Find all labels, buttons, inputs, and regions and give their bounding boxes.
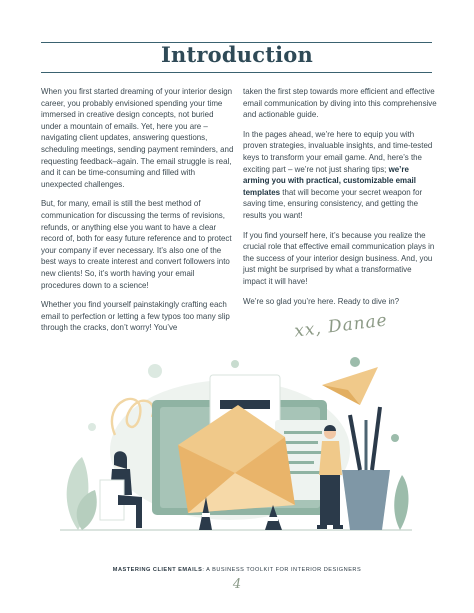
right-paragraph-2-bold: we’re arming you with practical, customizable email templates: [243, 164, 416, 197]
man-legs: [320, 475, 340, 525]
bg-dot: [391, 434, 399, 442]
footer-title: MASTERING CLIENT EMAILS: [112, 567, 203, 573]
left-paragraph-3: Whether you find yourself painstakingly crafting each email to perfection or letting a few typos too many slip through the cracks, don’t worry! You’ve: [41, 300, 230, 333]
right-paragraph-3: If you find yourself here, it’s because you realize the crucial role that effective email communication plays in the success of your interior design business. And, you just might be surprised by what a transformative impact it will have!: [243, 230, 435, 286]
list-line: [284, 451, 322, 454]
page-number: 4: [232, 577, 242, 592]
footer-subtitle: : A BUSINESS TOOLKIT FOR INTERIOR DESIGNERS: [202, 567, 362, 573]
pencil: [350, 415, 360, 470]
document-card-bar: [220, 400, 270, 409]
traffic-cone-stripe: [202, 513, 210, 517]
email-illustration: [60, 345, 415, 545]
bg-dot: [231, 360, 239, 368]
bg-dot: [350, 357, 360, 367]
right-paragraph-4: We’re so glad you’re here. Ready to dive in?: [243, 296, 400, 306]
left-paragraph-2: But, for many, email is still the best method of communication for discussing the terms of revisions, refunds, or anything else you want to have a clear record of, both for easy future reference and to protect your company if ever necessary. It’s also one of the best ways to create interest and convert followers into new clients! So, it’s worth having your email procedures down to a science!: [41, 199, 232, 290]
bg-dot: [148, 364, 162, 378]
traffic-cone-stripe: [268, 517, 278, 521]
right-paragraph-2-start: In the pages ahead, we’re here to equip you with proven strategies, invaluable insights, and time-tested keys to transform your email game. And, here’s the exciting part – we’re not just sharing tips;: [243, 129, 433, 174]
right-column: [243, 86, 437, 315]
leaf: [394, 475, 408, 530]
man-shirt: [319, 441, 342, 475]
list-line: [284, 431, 322, 434]
signature: xx, Danae: [293, 310, 389, 342]
right-paragraph-2: [243, 129, 437, 222]
pencil: [372, 407, 380, 470]
right-paragraph-2-end: that will become your secret weapon for saving time, ensuring consistency, and getting the results you want!: [243, 187, 423, 220]
page-title: Introduction: [161, 42, 313, 67]
title-underline-rule: [41, 72, 432, 73]
left-column: [41, 86, 235, 342]
man-shoe: [333, 525, 343, 529]
footer: [0, 567, 474, 573]
list-line: [284, 441, 318, 444]
bg-dot: [88, 423, 96, 431]
man-shoe: [317, 525, 327, 529]
left-paragraph-1: When you first started dreaming of your interior design career, you probably envisioned spending your time immersed in creative design concepts, not buried under a mountain of emails. Yet, here you are – navigating client updates, answering questions, scheduling meetings, sending payment reminders, and requesting feedback–again. The email struggle is real, and it can be time-consuming and filled with unexpected challenges.: [41, 87, 234, 189]
pencil-cup: [342, 470, 390, 530]
right-paragraph-1: taken the first step towards more efficient and effective email communication by diving into this comprehensive and actionable guide.: [243, 87, 437, 120]
